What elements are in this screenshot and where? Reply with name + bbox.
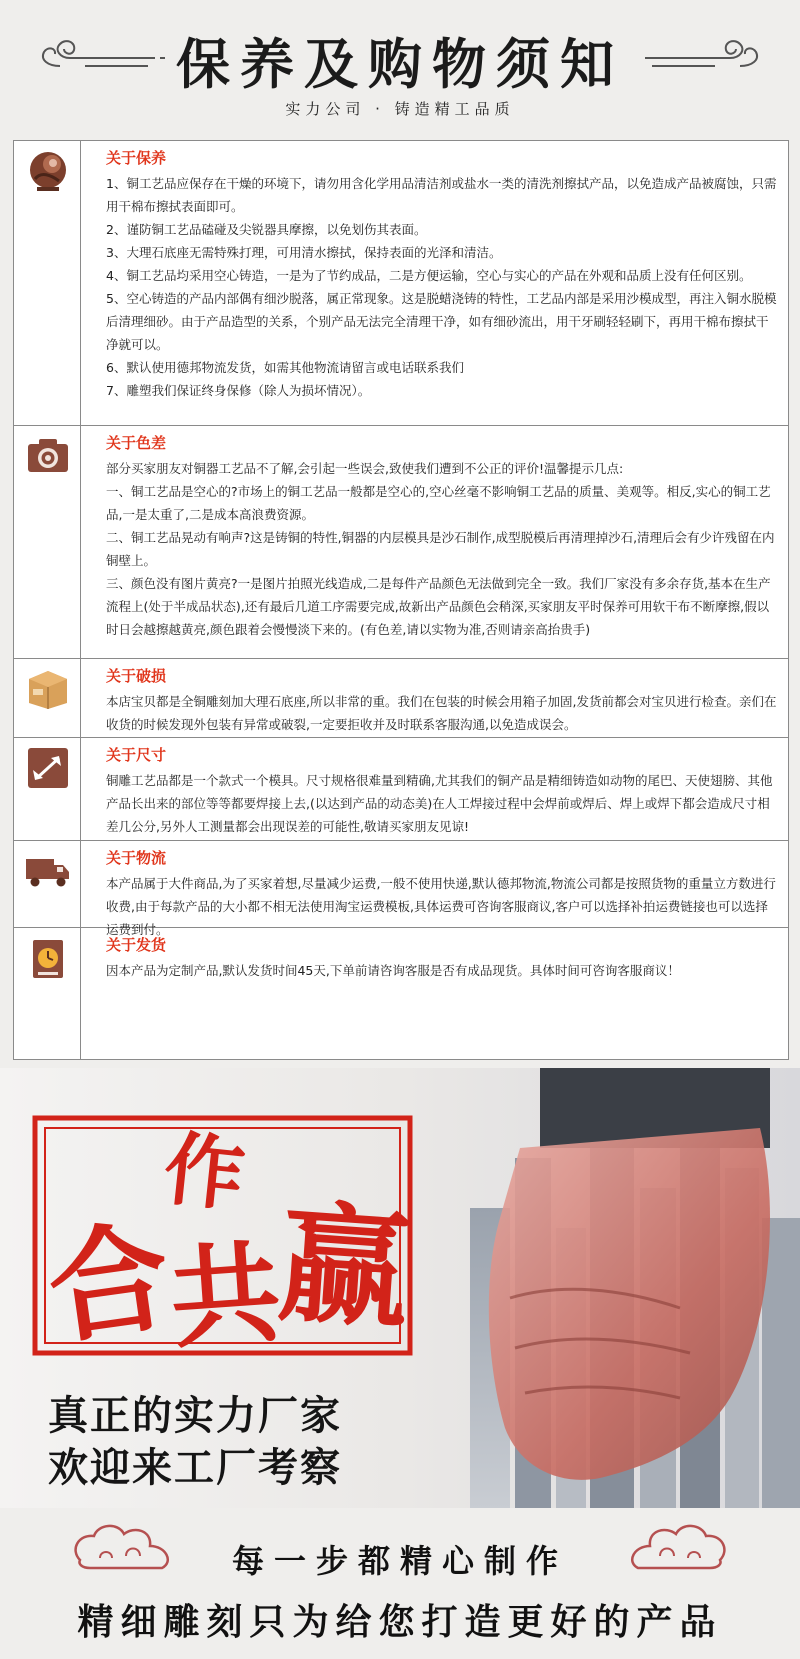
section-title: 关于发货 xyxy=(106,936,167,954)
page-subtitle: 实力公司 · 铸造精工品质 xyxy=(285,100,515,118)
camera-icon xyxy=(25,434,71,478)
section-icon-cell xyxy=(14,841,81,927)
footer-slogan-2: 精细雕刻只为给您打造更好的产品 xyxy=(77,1601,723,1643)
paragraph: 4、铜工艺品均采用空心铸造，一是为了节约成品，二是方便运输，空心与实心的产品在外观和品质上没有任何区别。 xyxy=(106,268,752,283)
paragraph: 7、雕塑我们保证终身保修（除人为损坏情况）。 xyxy=(106,383,371,398)
paragraph: 因本产品为定制产品,默认发货时间45天,下单前请咨询客服是否有成品现货。具体时间可咨询客服商议！ xyxy=(106,963,680,978)
footer-slogan-1: 每一步都精心制作 xyxy=(231,1542,568,1580)
section-icon-cell xyxy=(14,426,81,658)
section-content xyxy=(106,432,778,641)
section-title: 关于破损 xyxy=(106,667,167,685)
section-content xyxy=(106,744,778,838)
seal-char-3: 共 xyxy=(166,1227,285,1364)
paragraph: 三、颜色没有图片黄亮?一是图片拍照光线造成,二是每件产品颜色无法做到完全一致。我们厂家没有多余存货,基本在生产流程上(处于半成品状态),还有最后几道工序需要完成,故新出产品颜色会稍深,买家朋友平时保养可用软干布不断摩擦,假以时日会越擦越黄亮,颜色跟着会慢慢淡下来的。(有色差,请以实物为准,否则请亲高抬贵手) xyxy=(106,576,771,637)
paragraph: 6、默认使用德邦物流发货，如需其他物流请留言或电话联系我们 xyxy=(106,360,464,375)
section-icon-cell xyxy=(14,928,81,1059)
paragraph: 5、空心铸造的产品内部偶有细沙脱落，属正常现象。这是脱蜡浇铸的特性，工艺品内部是采用沙模成型，再注入铜水脱模后清理细砂。由于产品造型的关系，个别产品无法完全清理干净，如有细砂流出，用干牙刷轻轻刷下，再用干棉布擦拭干净就可以。 xyxy=(106,291,777,352)
page-footer xyxy=(0,1512,800,1659)
section-color-difference xyxy=(14,426,788,659)
section-content xyxy=(106,934,778,982)
section-content xyxy=(106,147,778,402)
paragraph: 本产品属于大件商品,为了买家着想,尽量减少运费,一般不使用快递,默认德邦物流,物流公司都是按照货物的重量立方数进行收费,由于每款产品的大小都不相无法使用淘宝运费模板,具体运费可咨询客服商议,客户可以选择补拍运费链接也可以选择运费到付。 xyxy=(106,876,776,937)
section-shipping xyxy=(14,928,788,1059)
paragraph: 部分买家朋友对铜器工艺品不了解,会引起一些误会,致使我们遭到不公正的评价!温馨提示几点: xyxy=(106,461,624,476)
paragraph: 1、铜工艺品应保存在干燥的环境下，请勿用含化学用品清洁剂或盐水一类的清洗剂擦拭产品，以免造成产品被腐蚀，只需用干棉布擦拭表面即可。 xyxy=(106,176,777,214)
banner-line-1: 真正的实力厂家 xyxy=(48,1393,342,1439)
seal-char-4: 赢 xyxy=(274,1185,415,1348)
paragraph: 一、铜工艺品是空心的?市场上的铜工艺品一般都是空心的,空心丝毫不影响铜工艺品的质量、美观等。相反,实心的铜工艺品,一是太重了,二是成本高浪费资源。 xyxy=(106,484,771,522)
paragraph: 二、铜工艺品晃动有响声?这是铸铜的特性,铜器的内层模具是沙石制作,成型脱模后再清理掉沙石,清理后会有少许残留在内铜壁上。 xyxy=(106,530,775,568)
paragraph: 本店宝贝都是全铜雕刻加大理石底座,所以非常的重。我们在包装的时候会用箱子加固,发货前都会对宝贝进行检查。亲们在收货的时候发现外包装有异常或破裂,一定要拒收并及时联系客服沟通,以免造成误会。 xyxy=(106,694,777,732)
delivery-truck-icon xyxy=(25,849,71,893)
paragraph: 铜雕工艺品都是一个款式一个模具。尺寸规格很难量到精确,尤其我们的铜产品是精细铸造如动物的尾巴、天使翅膀、其他产品长出来的部位等等都要焊接上去,(以达到产品的动态美)在人工焊接过程中会焊前或焊后、焊上或焊下都会造成尺寸相差几公分,另外人工测量都会出现误差的可能性,敬请买家朋友见谅! xyxy=(106,773,773,834)
paragraph: 2、谨防铜工艺品磕碰及尖锐器具摩擦，以免划伤其表面。 xyxy=(106,222,427,237)
cooperation-banner xyxy=(0,1068,800,1508)
clock-calendar-icon xyxy=(25,936,71,980)
brass-sculpture-icon xyxy=(25,149,71,193)
section-icon-cell xyxy=(14,738,81,840)
section-content xyxy=(106,847,778,941)
section-icon-cell xyxy=(14,141,81,425)
section-damage xyxy=(14,659,788,738)
page-title: 保养及购物须知 xyxy=(176,32,624,96)
page-header xyxy=(0,0,800,135)
section-content xyxy=(106,665,778,736)
care-info-table xyxy=(13,140,789,1060)
seal-char-2: 作 xyxy=(159,1121,250,1223)
section-title: 关于物流 xyxy=(106,849,167,867)
section-icon-cell xyxy=(14,659,81,737)
package-box-icon xyxy=(25,667,71,711)
banner-line-2: 欢迎来工厂考察 xyxy=(48,1445,342,1491)
resize-arrow-icon xyxy=(25,746,71,790)
section-title: 关于色差 xyxy=(106,434,167,452)
section-title: 关于保养 xyxy=(106,149,167,167)
section-care xyxy=(14,141,788,426)
seal-char-1: 合 xyxy=(40,1205,179,1362)
section-logistics xyxy=(14,841,788,937)
section-size xyxy=(14,738,788,841)
paragraph: 3、大理石底座无需特殊打理，可用清水擦拭，保持表面的光泽和清洁。 xyxy=(106,245,502,260)
section-title: 关于尺寸 xyxy=(106,746,167,764)
